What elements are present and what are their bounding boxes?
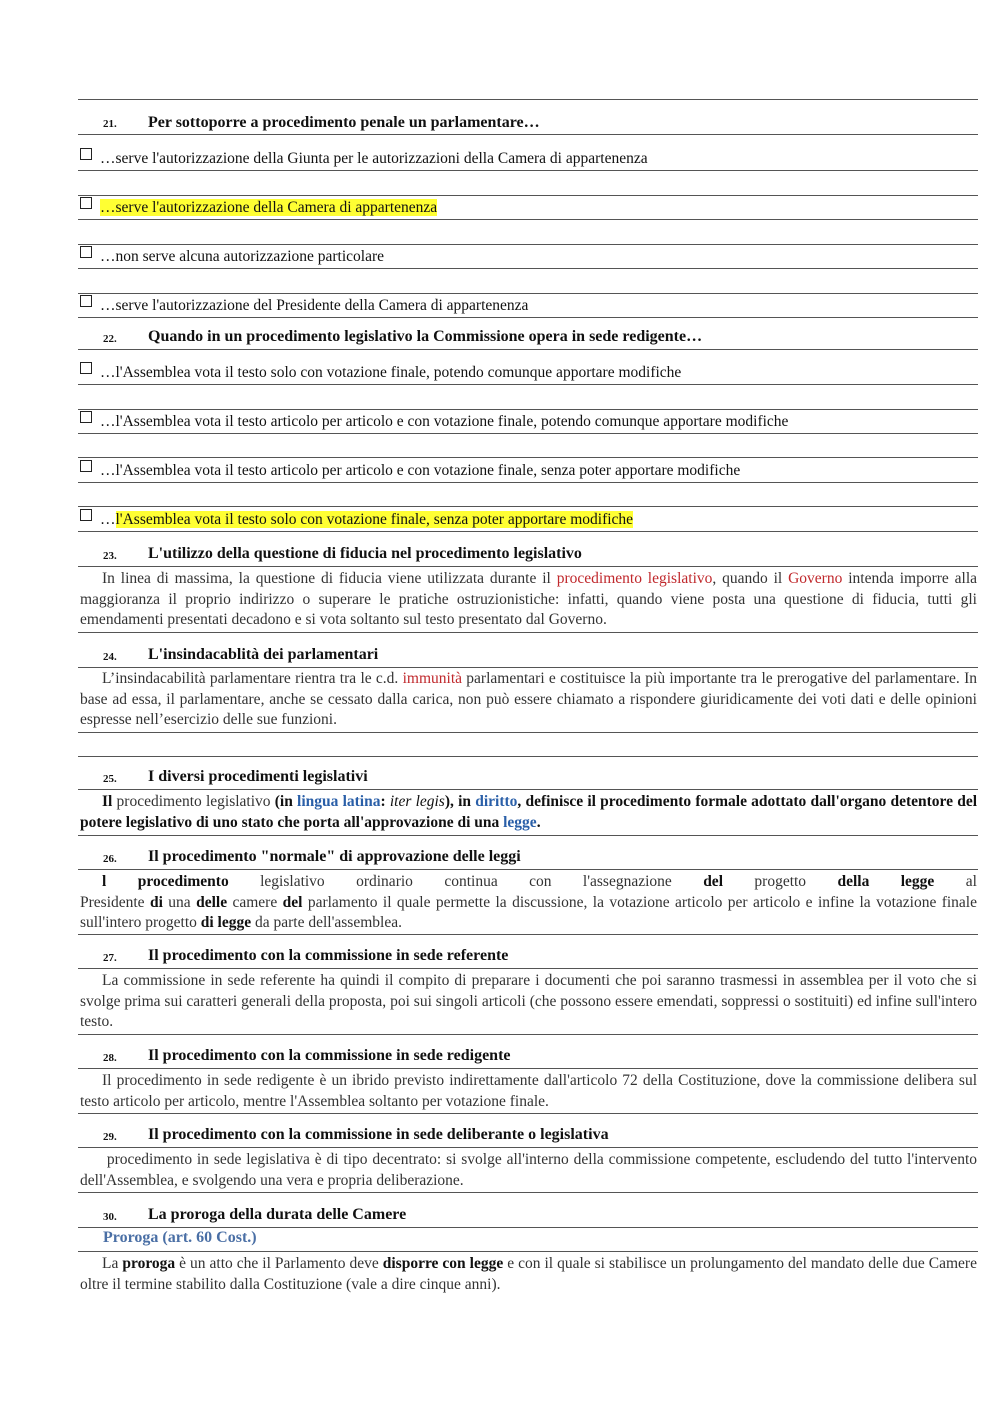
answer-option[interactable]: [80, 246, 384, 266]
divider: [78, 268, 978, 269]
option-label: …serve l'autorizzazione del Presidente della Camera di appartenenza: [100, 297, 529, 314]
divider: [78, 566, 978, 567]
answer-option[interactable]: [80, 411, 788, 431]
section-number: 24.: [103, 651, 117, 663]
section-title: Il procedimento con la commissione in sede deliberante o legislativa: [148, 1126, 609, 1143]
option-label: …l'Assemblea vota il testo articolo per articolo e con votazione finale, senza poter apportare modifiche: [100, 462, 741, 479]
answer-option-correct[interactable]: [80, 509, 633, 529]
section-number: 23.: [103, 550, 117, 562]
divider: [78, 384, 978, 385]
section-number: 30.: [103, 1211, 117, 1223]
divider: [78, 1227, 978, 1228]
option-label: l'Assemblea vota il testo solo con votazione finale, senza poter apportare modifiche: [115, 511, 634, 528]
divider: [78, 482, 978, 483]
question-number: 21.: [103, 118, 117, 130]
section-paragraph: L’insindacabilità parlamentare rientra tra le c.d. immunità parlamentari e costituisce la più importante tra le prerogative del parlamentare. In base ad essa, il parlamentare, anche se cessato dalla carica, non può essere chiamato a rispondere giuridicamente dei voti dati e delle opinioni espresse nell’esercizio delle sue funzioni.: [80, 670, 977, 728]
answer-option-correct[interactable]: [80, 197, 437, 217]
section-number: 27.: [103, 952, 117, 964]
checkbox-icon[interactable]: [80, 509, 92, 521]
section-number: 26.: [103, 853, 117, 865]
divider: [78, 433, 978, 434]
section-title: I diversi procedimenti legislativi: [148, 768, 368, 785]
checkbox-icon[interactable]: [80, 246, 92, 258]
divider: [78, 195, 978, 196]
answer-option[interactable]: [80, 295, 528, 315]
checkbox-icon[interactable]: [80, 148, 92, 160]
divider: [78, 219, 978, 220]
checkbox-icon[interactable]: [80, 197, 92, 209]
divider: [78, 409, 978, 410]
checkbox-icon[interactable]: [80, 460, 92, 472]
divider: [78, 170, 978, 171]
divider: [78, 134, 978, 135]
checkbox-icon[interactable]: [80, 411, 92, 423]
section-number: 28.: [103, 1052, 117, 1064]
link-governo[interactable]: Governo: [788, 570, 843, 587]
section-subtitle: Proroga (art. 60 Cost.): [103, 1229, 257, 1246]
divider: [78, 1034, 978, 1035]
divider: [78, 756, 978, 757]
option-label: …l'Assemblea vota il testo solo con votazione finale, potendo comunque apportare modifiche: [100, 364, 682, 381]
section-paragraph: Il procedimento legislativo (in lingua latina: iter legis), in diritto, definisce il procedimento formale adottato dall'organo detentore del potere legislativo di uno stato che porta all'approvazione di una legge.: [80, 793, 978, 831]
checkbox-icon[interactable]: [80, 362, 92, 374]
question-title: Per sottoporre a procedimento penale un parlamentare…: [148, 114, 540, 131]
section-title: Il procedimento "normale" di approvazione delle leggi: [148, 848, 521, 865]
section-title: Il procedimento con la commissione in sede referente: [148, 947, 509, 964]
section-paragraph: La proroga è un atto che il Parlamento deve disporre con legge e con il quale si stabilisce un prolungamento del mandato delle due Camere oltre il termine stabilito dalla Costituzione (vale a dire cinque anni).: [80, 1255, 977, 1293]
divider: [78, 244, 978, 245]
divider: [78, 531, 978, 532]
section-paragraph: La commissione in sede referente ha quindi il compito di preparare i documenti che poi saranno trasmessi in assemblea per il voto che si svolge prima sui caratteri generali della proposta, poi sui singoli articoli (che possono essere emendati, soppressi o sostituiti) ed infine sull'intero testo.: [80, 972, 977, 1030]
divider: [78, 317, 978, 318]
link-lingua-latina[interactable]: lingua latina: [297, 793, 381, 810]
divider: [78, 506, 978, 507]
divider: [78, 1192, 978, 1193]
section-paragraph: Il procedimento in sede redigente è un ibrido previsto indirettamente dall'articolo 72 della Costituzione, dove la commissione delibera sul testo articolo per articolo, mentre l'Assemblea soltanto per votazione finale.: [80, 1072, 977, 1110]
section-title: L'utilizzo della questione di fiducia nel procedimento legislativo: [148, 545, 582, 562]
section-paragraph: In linea di massima, la questione di fiducia viene utilizzata durante il procedimento legislativo, quando il Governo intenda imporre alla maggioranza il proprio indirizzo o superare le pratiche ostruzionistiche: infatti, quando viene posta una questione di fiducia, tutti gli emendamenti presentati decadono e si vota soltanto sul testo presentato dal Governo.: [80, 570, 978, 628]
option-label: …serve l'autorizzazione della Camera di appartenenza: [100, 199, 438, 216]
answer-option[interactable]: [80, 460, 740, 480]
answer-option[interactable]: [80, 362, 681, 382]
divider: [78, 349, 978, 350]
option-label: …l'Assemblea vota il testo articolo per articolo e con votazione finale, potendo comunque apportare modifiche: [100, 413, 789, 430]
link-diritto[interactable]: diritto: [475, 793, 518, 810]
divider: [78, 732, 978, 733]
divider: [78, 835, 978, 836]
divider: [78, 1068, 978, 1069]
checkbox-icon[interactable]: [80, 295, 92, 307]
divider: [78, 1251, 978, 1252]
divider: [78, 1147, 978, 1148]
section-title: Il procedimento con la commissione in sede redigente: [148, 1047, 511, 1064]
divider: [78, 1113, 978, 1114]
option-prefix: …: [100, 511, 116, 528]
divider: [78, 293, 978, 294]
link-legge[interactable]: legge: [503, 813, 537, 831]
divider: [78, 968, 978, 969]
link-procedimento-legislativo[interactable]: procedimento legislativo: [556, 570, 713, 587]
question-title: Quando in un procedimento legislativo la Commissione opera in sede redigente…: [148, 328, 703, 345]
divider: [78, 457, 978, 458]
section-number: 25.: [103, 773, 117, 785]
section-paragraph: l procedimento legislativo ordinario continua con l'assegnazione del progetto della legge al Presidente di una delle camere del parlamento il quale permette la discussione, la votazione articolo per articolo e infine la votazione finale sull'intero progetto di legge da parte dell'assemblea.: [80, 873, 977, 931]
divider: [78, 934, 978, 935]
divider: [78, 99, 978, 100]
answer-option[interactable]: [80, 148, 648, 168]
option-label: …serve l'autorizzazione della Giunta per le autorizzazioni della Camera di appartenenza: [100, 150, 648, 167]
divider: [78, 789, 978, 790]
divider: [78, 632, 978, 633]
divider: [78, 667, 978, 668]
option-label: …non serve alcuna autorizzazione particolare: [100, 248, 385, 265]
section-title: La proroga della durata delle Camere: [148, 1206, 407, 1223]
link-immunita[interactable]: immunità: [402, 670, 463, 687]
section-number: 29.: [103, 1131, 117, 1143]
divider: [78, 869, 978, 870]
section-paragraph: procedimento in sede legislativa è di tipo decentrato: si svolge all'interno della commissione competente, escludendo del tutto l'intervento dell'Assemblea, e svolgendo una vera e propria deliberazione.: [80, 1151, 977, 1189]
question-number: 22.: [103, 333, 117, 345]
section-title: L'insindacablità dei parlamentari: [148, 646, 379, 663]
